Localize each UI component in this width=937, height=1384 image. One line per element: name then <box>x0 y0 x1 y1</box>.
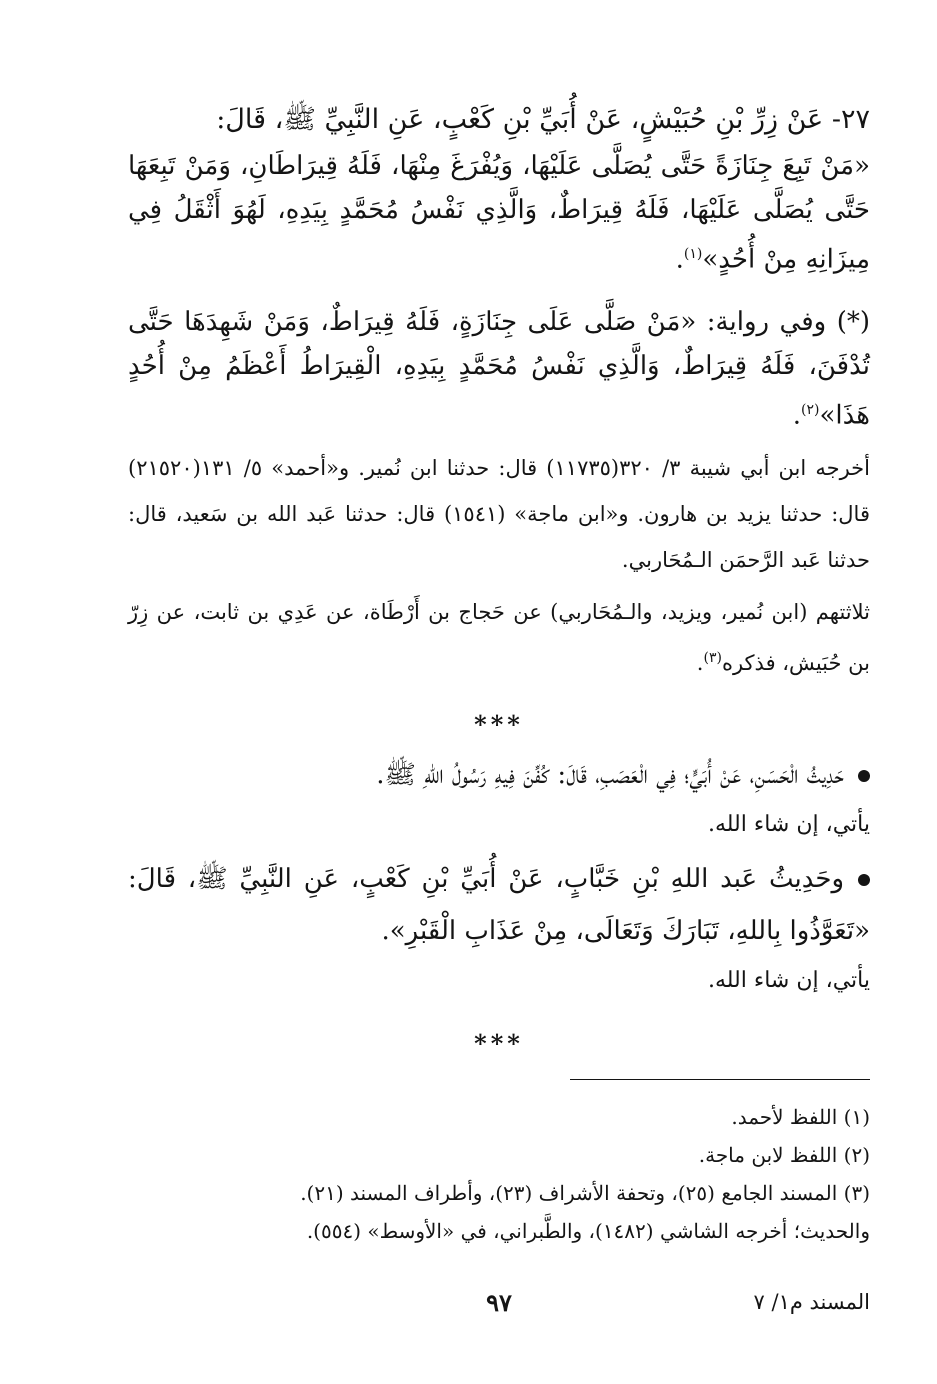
footnote-ref-1: (١) <box>683 246 703 262</box>
footnote: والحديث؛ أخرجه الشاشي (١٤٨٢)، والطَّبراني، في «الأوسط» (٥٥٤). <box>306 1219 870 1243</box>
isnad-text: ثلاثتهم (ابن نُمير، ويزيد، والـمُحَاربي) عن حَجاج بن أَرْطَاة، عن عَدِي بن ثابت، عن زِرّ بن حُبَيش، فذكره <box>128 600 870 676</box>
hadith-text: «مَنْ تَبِعَ جِنَازَةً حَتَّى يُصَلَّى عَلَيْهَا، وَيُفْرَغَ مِنْهَا، فَلَهُ قِيرَاطَانِ، وَمَنْ تَبِعَهَا حَتَّى يُصَلَّى عَلَيْهَا، فَلَهُ قِيرَاطٌ، وَالَّذِي نَفْسُ مُحَمَّدٍ بِيَدِهِ، لَهُوَ أَثْقَلُ فِي مِيزَانِهِ مِنْ أُحُدٍ»$^{(١)}$. <box>128 151 870 275</box>
bullet-followup: يأتي، إن شاء الله. <box>707 812 870 838</box>
footnote: (٣) المسند الجامع (٢٥)، وتحفة الأشراف (٢٣)، وأطراف المسند (٢١). <box>300 1181 870 1205</box>
footnotes <box>128 1098 870 1250</box>
bullet-text: وحَدِيثُ عَبد اللهِ بْنِ خَبَّابٍ، عَنْ أُبَيِّ بْنِ كَعْبٍ، عَنِ النَّبِيِّ ﷺ، قَالَ: «تَعَوَّذُوا بِاللهِ، تَبَارَكَ وَتَعَالَى، مِنْ عَذَابِ الْقَبْرِ». <box>128 864 870 947</box>
page-number: ٩٧ <box>486 1288 512 1317</box>
alternate-narration: (*) وفي رواية: «مَنْ صَلَّى عَلَى جِنَازَةٍ، فَلَهُ قِيرَاطٌ، وَمَنْ شَهِدَهَا حَتَّى تُدْفَنَ، فَلَهُ قِيرَاطٌ، وَالَّذِي نَفْسُ مُحَمَّدٍ بِيَدِهِ، الْقِيرَاطُ أَعْظَمُ مِنْ أُحُدٍ هَذَا»$^{(٢)}$. <box>128 306 870 431</box>
bullet-item <box>128 853 870 957</box>
bullet-dot-icon <box>858 874 870 886</box>
takhrij-paragraph: أخرجه ابن أبي شيبة ٣/ ٣٢٠(١١٧٣٥) قال: حدثنا ابن نُمير. و«أحمد» ٥/ ١٣١(٢١٥٢٠) قال: حدثنا يزيد بن هارون. و«ابن ماجة» (١٥٤١) قال: حدثنا عَبد الله بن سَعيد، قال: حدثنا عَبد الرَّحمَن الـمُحَاربي. <box>128 456 870 573</box>
hadith-heading: ٢٧- عَنْ زِرِّ بْنِ حُبَيْشٍ، عَنْ أُبَيِّ بْنِ كَعْبٍ، عَنِ النَّبِيِّ ﷺ، قَالَ: <box>216 104 870 135</box>
footnote-divider <box>570 1079 870 1080</box>
footnote: (٢) اللفظ لابن ماجة. <box>698 1143 870 1167</box>
footnote: (١) اللفظ لأحمد. <box>731 1105 870 1129</box>
bullet-item <box>128 749 870 801</box>
footnote-ref-3: (٣) <box>703 650 722 667</box>
isnad-paragraph: ثلاثتهم (ابن نُمير، ويزيد، والـمُحَاربي) عن حَجاج بن أَرْطَاة، عن عَدِي بن ثابت، عن زِرّ بن حُبَيش، فذكره$^{(٣)}$. <box>128 600 870 676</box>
bullet-dot-icon <box>858 770 870 782</box>
hadith-matn: «مَنْ تَبِعَ جِنَازَةً حَتَّى يُصَلَّى عَلَيْهَا، وَيُفْرَغَ مِنْهَا، فَلَهُ قِيرَاطَانِ، وَمَنْ تَبِعَهَا حَتَّى يُصَلَّى عَلَيْهَا، فَلَهُ قِيرَاطٌ، وَالَّذِي نَفْسُ مُحَمَّدٍ بِيَدِهِ، لَهُوَ أَثْقَلُ فِي مِيزَانِهِ مِنْ أُحُدٍ» <box>128 151 870 275</box>
section-separator: *** <box>474 1029 524 1059</box>
riwaya-text: (*) وفي رواية: «مَنْ صَلَّى عَلَى جِنَازَةٍ، فَلَهُ قِيرَاطٌ، وَمَنْ شَهِدَهَا حَتَّى تُدْفَنَ، فَلَهُ قِيرَاطٌ، وَالَّذِي نَفْسُ مُحَمَّدٍ بِيَدِهِ، الْقِيرَاطُ أَعْظَمُ مِنْ أُحُدٍ هَذَا» <box>128 306 870 431</box>
bullet-followup: يأتي، إن شاء الله. <box>707 968 870 994</box>
page-footer <box>128 1290 870 1330</box>
running-title: المسند م١/ ٧ <box>753 1290 870 1314</box>
footnote-ref-2: (٢) <box>801 401 820 418</box>
bullet-text: حَدِيثُ الْحَسَنِ، عَنْ أُبَيٍّ؛ فِي الْعَصَبِ، قَالَ: كُفِّنَ فِيهِ رَسُولُ اللهِ ﷺ. <box>376 760 844 791</box>
section-separator: *** <box>474 710 524 740</box>
